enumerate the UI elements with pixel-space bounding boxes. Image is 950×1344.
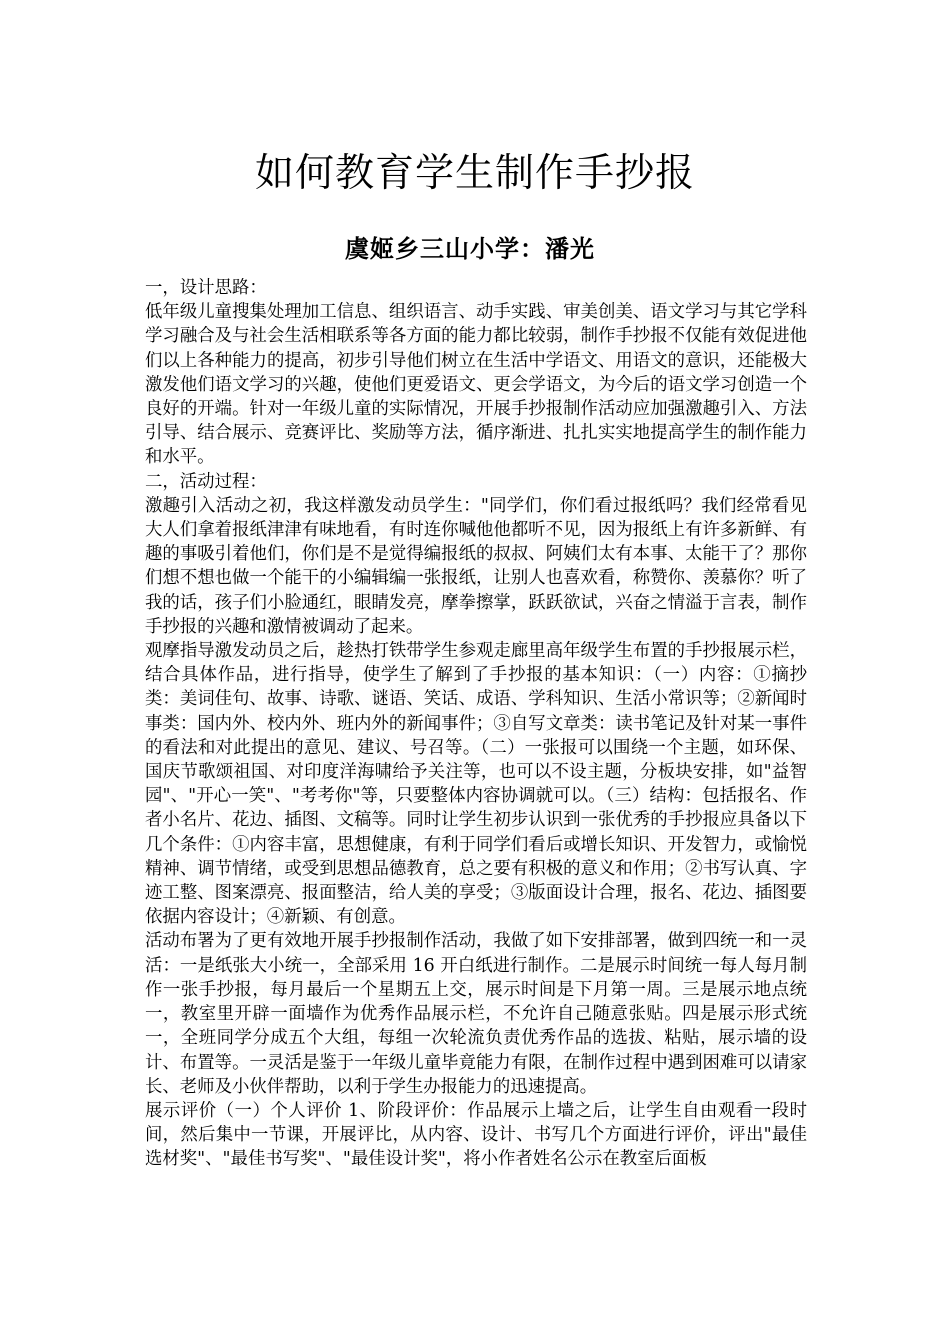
paragraph-motivation: 激趣引入活动之初，我这样激发动员学生："同学们，你们看过报纸吗？我们经常看见大人们拿着报纸津津有味地看，有时连你喊他他都听不见，因为报纸上有许多新鲜、有趣的事吸引着他们，你们是不是觉得编报纸的叔叔、阿姨们太有本事、太能干了？那你们想不想也做一个能干的小编辑编一张报纸，让别人也喜欢看，称赞你、羡慕你？听了我的话，孩子们小脸通红，眼睛发亮，摩拳擦掌，跃跃欲试，兴奋之情溢于言表，制作手抄报的兴趣和激情被调动了起来。 — [145, 495, 807, 637]
paragraph-observation-guidance: 观摩指导激发动员之后，趁热打铁带学生参观走廊里高年级学生布置的手抄报展示栏，结合具体作品，进行指导，使学生了解到了手抄报的基本知识：（一）内容：①摘抄类：美词佳句、故事、诗歌、谜语、笑话、成语、学科知识、生活小常识等；②新闻时事类：国内外、校内外、班内外的新闻事件；③自写文章类：读书笔记及针对某一事件的看法和对此提出的意见、建议、号召等。（二）一张报可以围绕一个主题，如环保、国庆节歌颂祖国、对印度洋海啸给予关注等，也可以不设主题，分板块安排，如"益智园"、"开心一笑"、"考考你"等，只要整体内容协调就可以。（三）结构：包括报名、作者小名片、花边、插图、文稿等。同时让学生初步认识到一张优秀的手抄报应具备以下几个条件：①内容丰富，思想健康，有利于同学们看后或增长知识、开发智力，或愉悦精神、调节情绪，或受到思想品德教育，总之要有积极的意义和作用；②书写认真、字迹工整、图案漂亮、报面整洁，给人美的享受；③版面设计合理，报名、花边、插图要依据内容设计；④新颖、有创意。 — [145, 641, 807, 928]
section-heading-design: 一，设计思路： — [145, 278, 267, 298]
document-title: 如何教育学生制作手抄报 — [254, 151, 695, 196]
author-line: 虞姬乡三山小学：潘光 — [345, 234, 595, 263]
section-heading-process: 二，活动过程： — [145, 471, 267, 492]
paragraph-design-rationale: 低年级儿童搜集处理加工信息、组织语言、动手实践、审美创美、语文学习与其它学科学习融合及与社会生活相联系等各方面的能力都比较弱，制作手抄报不仅能有效促进他们以上各种能力的提高，初步引导他们树立在生活中学语文、用语文的意识，还能极大激发他们语文学习的兴趣，使他们更爱语文、更会学语文，为今后的语文学习创造一个良好的开端。针对一年级儿童的实际情况，开展手抄报制作活动应加强激趣引入、方法引导、结合展示、竞赛评比、奖励等方法，循序渐进、扎扎实实地提高学生的制作能力和水平。 — [145, 302, 807, 468]
document-body — [145, 276, 807, 1172]
paragraph-display-evaluation: 展示评价（一）个人评价 1、阶段评价：作品展示上墙之后，让学生自由观看一段时间，然后集中一节课，开展评比，从内容、设计、书写几个方面进行评价，评出"最佳选材奖"、"最佳书写奖"、"最佳设计奖"，将小作者姓名公示在教室后面板 — [145, 1100, 807, 1170]
paragraph-activity-arrangement: 活动布署为了更有效地开展手抄报制作活动，我做了如下安排部署，做到四统一和一灵活：一是纸张大小统一，全部采用 16 开白纸进行制作。二是展示时间统一每人每月制作一张手抄报，每月最后一个星期五上交，展示时间是下月第一周。三是展示地点统一，教室里开辟一面墙作为优秀作品展示栏，不允许自己随意张贴。四是展示形式统一，全班同学分成五个大组，每组一次轮流负责优秀作品的选拔、粘贴，展示墙的设计、布置等。一灵活是鉴于一年级儿童毕竟能力有限，在制作过程中遇到困难可以请家长、老师及小伙伴帮助，以利于学生办报能力的迅速提高。 — [145, 931, 807, 1097]
